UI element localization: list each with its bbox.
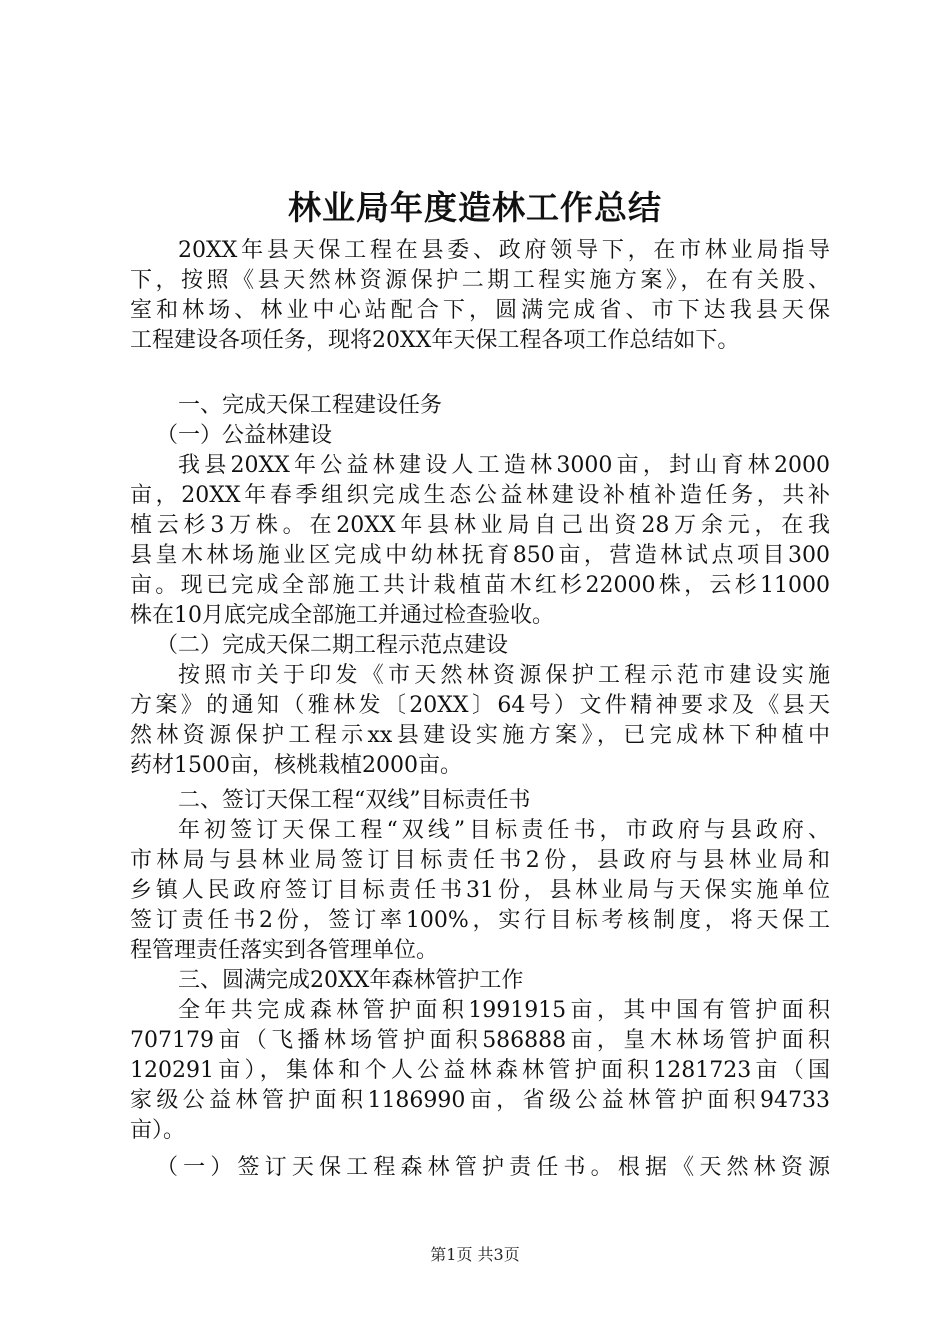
paragraph-line: 全年共完成森林管护面积1991915亩，其中国有管护面积 [178,998,830,1023]
paragraph-line: （一）签订天保工程森林管护责任书。根据《天然林资源 [156,1155,830,1180]
paragraph-line: 我县20XX年公益林建设人工造林3000亩，封山育林2000 [178,453,830,478]
paragraph-line: 市林局与县林业局签订目标责任书2份，县政府与县林业局和 [130,848,830,873]
paragraph-line: 707179亩（飞播林场管护面积586888亩，皇木林场管护面积 [130,1028,830,1053]
paragraph-line: 亩。现已完成全部施工共计栽植苗木红杉22000株，云杉11000 [130,573,830,598]
section-heading: 一、完成天保工程建设任务 [178,393,443,418]
paragraph-line: 亩）。 [130,1118,186,1143]
document-title: 林业局年度造林工作总结 [288,188,662,227]
paragraph-line: 程管理责任落实到各管理单位。 [130,938,439,963]
paragraph-line: 室和林场、林业中心站配合下，圆满完成省、市下达我县天保 [130,298,830,323]
paragraph-line: 药材1500亩，核桃栽植2000亩。 [130,753,462,778]
paragraph-line: 工程建设各项任务，现将20XX年天保工程各项工作总结如下。 [130,328,740,353]
paragraph-line: 县皇木林场施业区完成中幼林抚育850亩，营造林试点项目300 [130,543,830,568]
paragraph-line: 20XX年县天保工程在县委、政府领导下，在市林业局指导 [178,238,830,263]
paragraph-line: 120291亩），集体和个人公益林森林管护面积1281723亩（国 [130,1058,830,1083]
paragraph-line: 按照市关于印发《市天然林资源保护工程示范市建设实施 [178,663,830,688]
page-footer: 第1页 共3页 [430,1245,520,1264]
section-heading: 二、签订天保工程“双线”目标责任书 [178,788,531,813]
subsection-heading: （二）完成天保二期工程示范点建设 [156,633,509,658]
paragraph-line: 家级公益林管护面积1186990亩，省级公益林管护面积94733 [130,1088,830,1113]
paragraph-line: 植云杉3万株。在20XX年县林业局自己出资28万余元，在我 [130,513,830,538]
subsection-heading: （一）公益林建设 [156,423,333,448]
section-heading: 三、圆满完成20XX年森林管护工作 [178,968,524,993]
paragraph-line: 乡镇人民政府签订目标责任书31份，县林业局与天保实施单位 [130,878,830,903]
paragraph-line: 株在10月底完成全部施工并通过检查验收。 [130,603,554,628]
paragraph-line: 然林资源保护工程示xx县建设实施方案》，已完成林下种植中 [130,723,830,748]
paragraph-line: 亩，20XX年春季组织完成生态公益林建设补植补造任务，共补 [130,483,830,508]
paragraph-line: 方案》的通知（雅林发〔20XX〕64号）文件精神要求及《县天 [130,693,830,718]
paragraph-line: 年初签订天保工程“双线”目标责任书，市政府与县政府、 [178,818,830,843]
paragraph-line: 签订责任书2份，签订率100%，实行目标考核制度，将天保工 [130,908,830,933]
paragraph-line: 下，按照《县天然林资源保护二期工程实施方案》，在有关股、 [130,268,830,293]
